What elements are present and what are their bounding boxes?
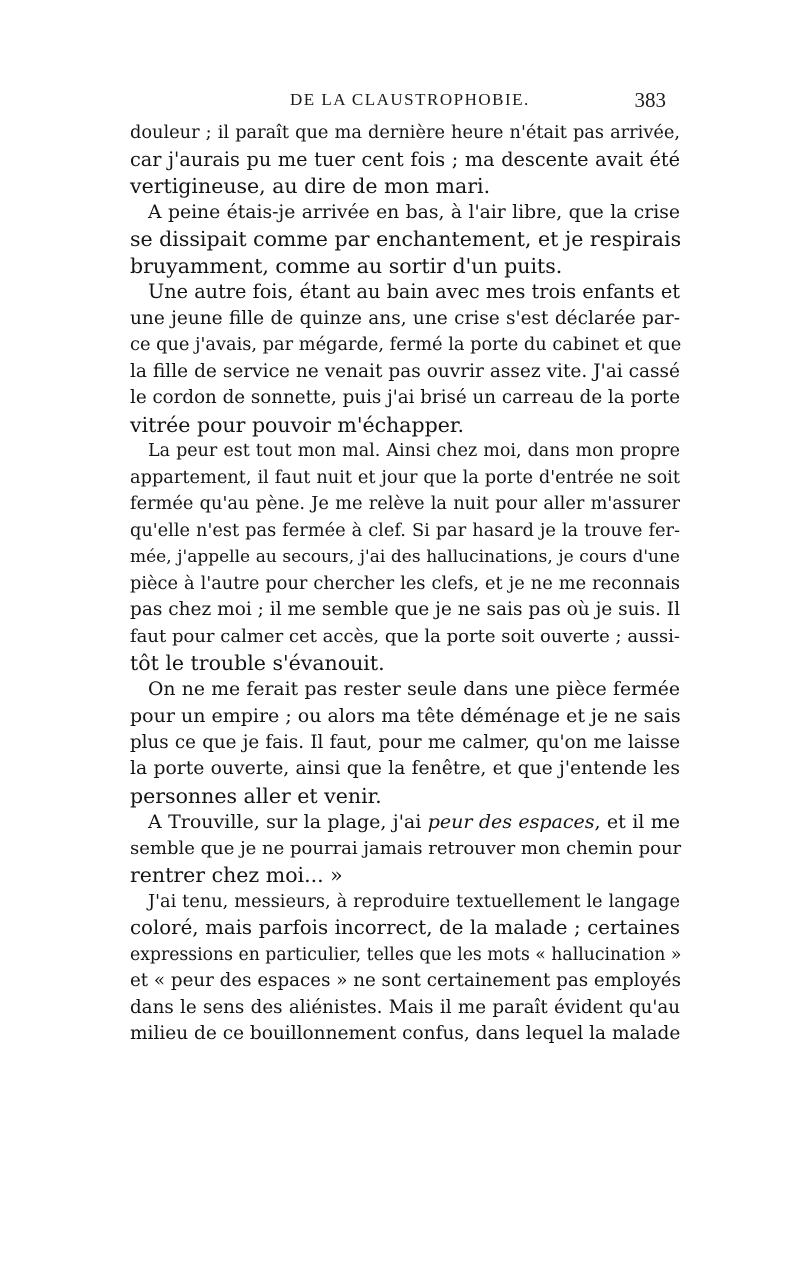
text-line: appartement, il faut nuit et jour que la porte d'entrée ne soit xyxy=(130,467,680,488)
italic-emphasis: peur des espaces xyxy=(427,811,595,833)
page-number: 383 xyxy=(634,88,666,112)
text-line: fermée qu'au pène. Je me relève la nuit pour aller m'assurer xyxy=(130,494,680,514)
text-line: douleur ; il paraît que ma dernière heure n'était pas arrivée, xyxy=(130,123,680,143)
text-line: dans le sens des aliénistes. Mais il me paraît évident qu'au xyxy=(130,996,680,1018)
text-line: se dissipait comme par enchantement, et je respirais xyxy=(130,227,682,251)
text-line: plus ce que je fais. Il faut, pour me calmer, qu'on me laisse xyxy=(130,731,680,753)
text-line: Une autre fois, étant au bain avec mes trois enfants et xyxy=(148,280,680,303)
text-line: la fille de service ne venait pas ouvrir assez vite. J'ai cassé xyxy=(130,360,680,382)
body-text xyxy=(130,120,680,1048)
text-line: J'ai tenu, messieurs, à reproduire textuellement le langage xyxy=(148,891,680,912)
text-line: une jeune fille de quinze ans, une crise s'est déclarée par- xyxy=(130,307,680,329)
text-line: pas chez moi ; il me semble que je ne sais pas où je suis. Il xyxy=(130,599,680,620)
text-line: bruyamment, comme au sortir d'un puits. xyxy=(130,253,563,278)
text-line: expressions en particulier, telles que les mots « hallucination » xyxy=(130,944,682,965)
text-line: coloré, mais parfois incorrect, de la malade ; certaines xyxy=(130,916,680,939)
text-line: qu'elle n'est pas fermée à clef. Si par hasard je la trouve fer- xyxy=(130,520,680,541)
text-line: vertigineuse, au dire de mon mari. xyxy=(130,174,491,198)
text-line: pour un empire ; ou alors ma tête déménage et je ne sais xyxy=(130,705,681,727)
text-line: tôt le trouble s'évanouit. xyxy=(130,651,385,675)
text-line: car j'aurais pu me tuer cent fois ; ma descente avait été xyxy=(130,147,680,171)
text-line: et « peur des espaces » ne sont certainement pas employés xyxy=(130,970,681,991)
text-line: semble que je ne pourrai jamais retrouver mon chemin pour xyxy=(130,837,682,859)
text-line: rentrer chez moi... » xyxy=(130,863,343,887)
text-line: pièce à l'autre pour chercher les clefs, et je ne me reconnais xyxy=(130,573,680,594)
text-line: A Trouville, sur la plage, j'ai peur des espaces, et il me xyxy=(148,811,680,833)
text-line: personnes aller et venir. xyxy=(130,783,382,808)
running-header xyxy=(120,88,680,118)
text-line: le cordon de sonnette, puis j'ai brisé un carreau de la porte xyxy=(130,387,680,408)
running-title: DE LA CLAUSTROPHOBIE. xyxy=(290,90,530,109)
text-line: A peine étais-je arrivée en bas, à l'air libre, que la crise xyxy=(148,201,680,223)
text-line: mée, j'appelle au secours, j'ai des hallucinations, je cours d'une xyxy=(130,547,680,567)
text-line: milieu de ce bouillonnement confus, dans lequel la malade xyxy=(130,1023,681,1044)
text-line: ce que j'avais, par mégarde, fermé la porte du cabinet et que xyxy=(130,335,682,355)
text-line: vitrée pour pouvoir m'échapper. xyxy=(130,412,464,437)
text-line: On ne me ferait pas rester seule dans une pièce fermée xyxy=(148,678,680,700)
text-line: La peur est tout mon mal. Ainsi chez moi, dans mon propre xyxy=(148,441,680,461)
text-line: faut pour calmer cet accès, que la porte soit ouverte ; aussi- xyxy=(130,625,680,647)
text-line: la porte ouverte, ainsi que la fenêtre, et que j'entende les xyxy=(130,758,680,779)
